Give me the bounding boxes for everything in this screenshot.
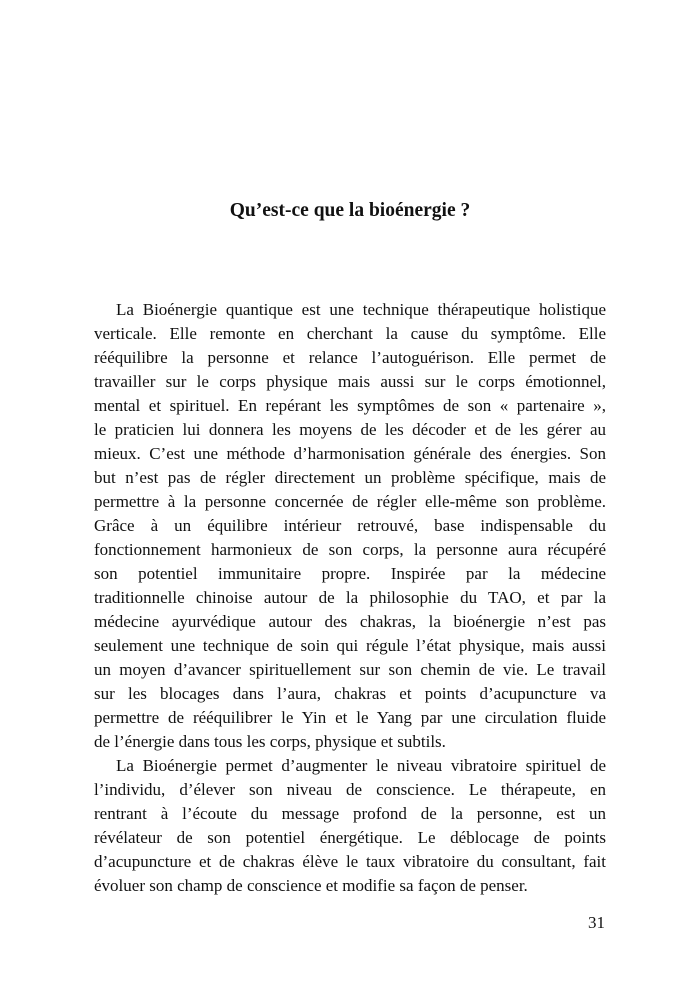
- text-line: seulement une technique de soin qui régule l’état physique, mais aussi: [94, 636, 606, 655]
- page-number: 31: [588, 913, 605, 932]
- text-line: traditionnelle chinoise autour de la philosophie du TAO, et par la: [94, 588, 606, 607]
- text-line: sur les blocages dans l’aura, chakras et points d’acupuncture va: [94, 684, 606, 703]
- text-line: La Bioénergie quantique est une technique thérapeutique holistique: [116, 300, 606, 319]
- text-line: un moyen d’avancer spirituellement sur son chemin de vie. Le travail: [94, 660, 606, 679]
- text-line: son potentiel immunitaire propre. Inspirée par la médecine: [94, 564, 606, 583]
- text-line: travailler sur le corps physique mais aussi sur le corps émotionnel,: [94, 372, 606, 391]
- text-line: d’acupuncture et de chakras élève le taux vibratoire du consultant, fait: [94, 852, 606, 871]
- text-line: but n’est pas de régler directement un problème spécifique, mais de: [94, 468, 606, 487]
- text-line: le praticien lui donnera les moyens de les décoder et de les gérer au: [94, 420, 606, 439]
- text-line: mieux. C’est une méthode d’harmonisation générale des énergies. Son: [94, 444, 606, 463]
- text-line: permettre de rééquilibrer le Yin et le Yang par une circulation fluide: [94, 708, 606, 727]
- text-line: rentrant à l’écoute du message profond de la personne, est un: [94, 804, 606, 823]
- text-line: fonctionnement harmonieux de son corps, la personne aura récupéré: [94, 540, 606, 559]
- text-line: mental et spirituel. En repérant les symptômes de son « partenaire »,: [94, 396, 606, 415]
- text-line: révélateur de son potentiel énergétique. Le déblocage de points: [94, 828, 606, 847]
- text-line: La Bioénergie permet d’augmenter le niveau vibratoire spirituel de: [116, 756, 606, 775]
- paragraph: [94, 754, 606, 898]
- body-text: [94, 298, 606, 898]
- text-line: permettre à la personne concernée de régler elle-même son problème.: [94, 492, 606, 511]
- paragraph: [94, 298, 606, 754]
- text-line: médecine ayurvédique autour des chakras, la bioénergie n’est pas: [94, 612, 606, 631]
- text-line: de l’énergie dans tous les corps, physique et subtils.: [94, 732, 446, 751]
- text-line: rééquilibre la personne et relance l’autoguérison. Elle permet de: [94, 348, 606, 367]
- text-line: Grâce à un équilibre intérieur retrouvé, base indispensable du: [94, 516, 606, 535]
- text-line: verticale. Elle remonte en cherchant la cause du symptôme. Elle: [94, 324, 606, 343]
- text-line: l’individu, d’élever son niveau de conscience. Le thérapeute, en: [94, 780, 606, 799]
- chapter-title: Qu’est-ce que la bioénergie ?: [229, 200, 471, 221]
- text-line: évoluer son champ de conscience et modifie sa façon de penser.: [94, 876, 528, 895]
